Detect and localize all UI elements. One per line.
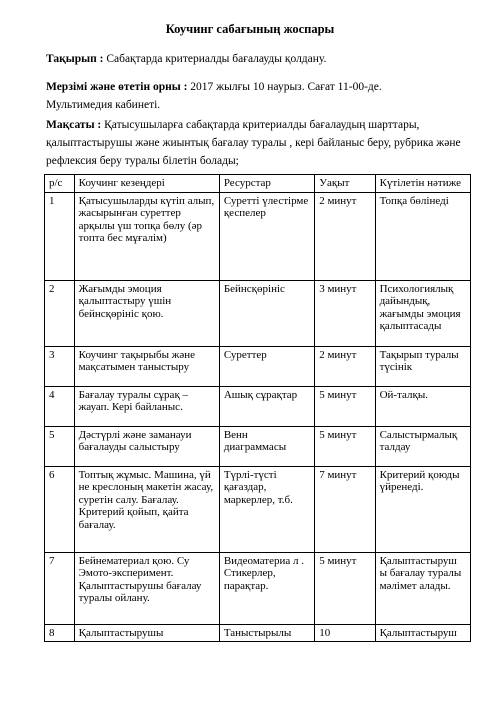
cell-result: Топқа бөлінеді (375, 192, 470, 280)
cell-resources: Таныстырылы (219, 624, 314, 642)
cell-result: Ой-талқы. (375, 386, 470, 426)
cell-num: 4 (45, 386, 75, 426)
header-time: Уақыт (315, 175, 375, 193)
cell-stage: Қатысушыларды күтіп алып, жасырынған суреттер арқылы үш топқа бөлу (әр топта бес мұғалім) (74, 192, 219, 280)
cell-stage: Бейнематериал қою. Су Эмото-эксперимент. Қалыптастырушы бағалау туралы ойлану. (74, 552, 219, 624)
table-row (45, 624, 471, 642)
table-row (45, 346, 471, 386)
cell-result: Психологиялық дайындық, жағымды эмоция қалыптасады (375, 280, 470, 346)
cell-num: 8 (45, 624, 75, 642)
header-stage: Коучинг кезеңдері (74, 175, 219, 193)
table-header-row (45, 175, 471, 193)
header-result: Күтілетін нәтиже (375, 175, 470, 193)
cell-time: 3 минут (315, 280, 375, 346)
goal-text: Қатысушыларға сабақтарда критериалды бағалаудың шарттары, қалыптастырушы және жиынтық бағалау туралы , кері байланыс беру, рубрика және рефлексия беру туралы білетін болады; (46, 119, 461, 167)
cell-resources: Түрлі-түсті қағаздар, маркерлер, т.б. (219, 466, 314, 552)
cell-time: 2 минут (315, 346, 375, 386)
topic-line (46, 50, 466, 68)
cell-stage: Дәстүрлі және заманауи бағалауды салыстыру (74, 426, 219, 466)
cell-num: 6 (45, 466, 75, 552)
table-row (45, 386, 471, 426)
schedule-room: Мультимедия кабинеті. (46, 99, 161, 111)
cell-resources: Бейнсқөрініс (219, 280, 314, 346)
cell-num: 1 (45, 192, 75, 280)
cell-resources: Видеоматериа л . Стикерлер, парақтар. (219, 552, 314, 624)
document-title: Коучинг сабағының жоспары (165, 22, 335, 36)
table-row (45, 552, 471, 624)
cell-result: Қалыптастыруш (375, 624, 470, 642)
cell-resources: Ашық сұрақтар (219, 386, 314, 426)
cell-time: 10 (315, 624, 375, 642)
cell-resources: Суретті үлестірме қеспелер (219, 192, 314, 280)
cell-num: 5 (45, 426, 75, 466)
table-row (45, 280, 471, 346)
cell-time: 5 минут (315, 386, 375, 426)
cell-time: 5 минут (315, 426, 375, 466)
schedule-label: Мерзімі және өтетін орны : (46, 81, 188, 93)
cell-num: 7 (45, 552, 75, 624)
schedule-text: 2017 жылғы 10 наурыз. Сағат 11-00-де. (187, 81, 382, 93)
cell-resources: Венн диаграммасы (219, 426, 314, 466)
cell-stage: Топтық жұмыс. Машина, үй не креслоның макетін жасау, суретін салу. Бағалау. Критерий қойып, қайта бағалау. (74, 466, 219, 552)
cell-stage: Жағымды эмоция қалыптастыру үшін бейнсқөрініс қою. (74, 280, 219, 346)
cell-stage: Қалыптастырушы (74, 624, 219, 642)
cell-stage: Коучинг тақырыбы және мақсатымен таныстыру (74, 346, 219, 386)
topic-label: Тақырып : (46, 53, 104, 65)
cell-stage: Бағалау туралы сұрақ – жауап. Кері байланыс. (74, 386, 219, 426)
table-row (45, 192, 471, 280)
cell-resources: Суреттер (219, 346, 314, 386)
cell-result: Салыстырмалық талдау (375, 426, 470, 466)
goal-paragraph (46, 116, 466, 170)
header-resources: Ресурстар (219, 175, 314, 193)
cell-time: 5 минут (315, 552, 375, 624)
schedule-line (46, 78, 466, 114)
cell-result: Тақырып туралы түсінік (375, 346, 470, 386)
cell-result: Қалыптастыруш ы бағалау туралы мәлімет алады. (375, 552, 470, 624)
cell-time: 2 минут (315, 192, 375, 280)
header-num: р/с (45, 175, 75, 193)
cell-time: 7 минут (315, 466, 375, 552)
goal-label: Мақсаты : (46, 119, 102, 131)
cell-num: 3 (45, 346, 75, 386)
lesson-plan-table (44, 174, 471, 642)
table-row (45, 466, 471, 552)
table-row (45, 426, 471, 466)
topic-text: Сабақтарда критериалды бағалауды қолдану. (103, 53, 327, 65)
cell-result: Критерий қоюды үйренеді. (375, 466, 470, 552)
cell-num: 2 (45, 280, 75, 346)
